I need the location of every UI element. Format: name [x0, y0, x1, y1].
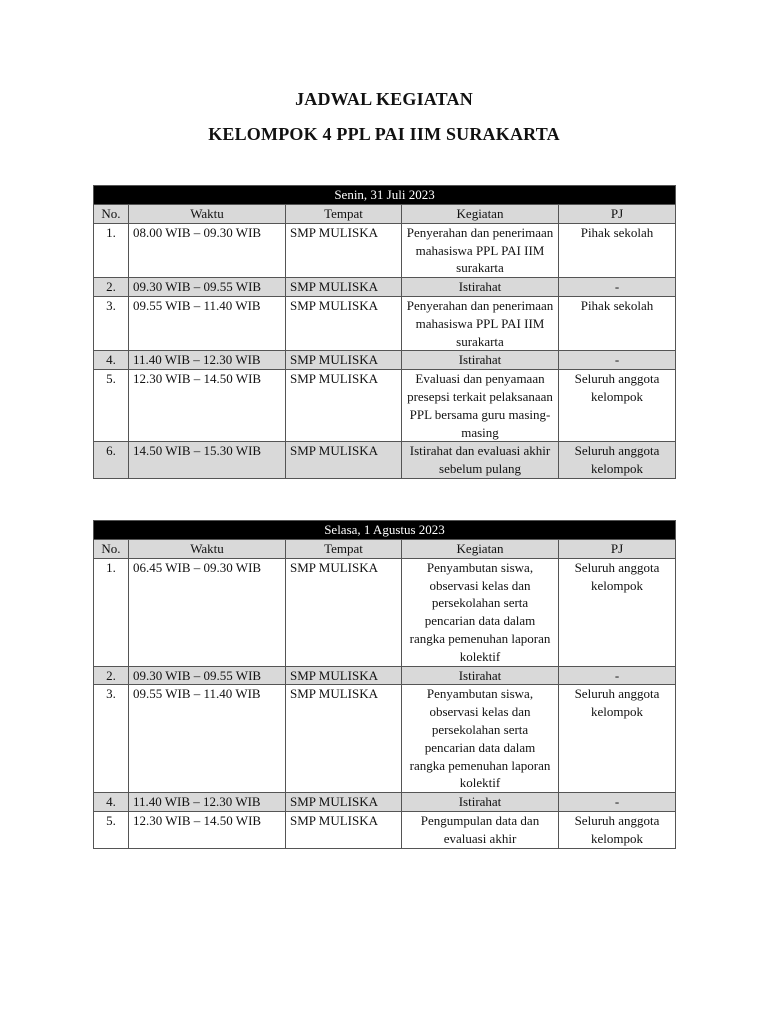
row-number: 3. — [94, 296, 129, 350]
table-row — [94, 685, 676, 793]
table-row — [94, 278, 676, 297]
row-number: 4. — [94, 793, 129, 812]
time-cell: 09.30 WIB – 09.55 WIB — [129, 278, 286, 297]
column-header: Tempat — [286, 205, 402, 224]
place-cell: SMP MULISKA — [286, 811, 402, 848]
place-cell: SMP MULISKA — [286, 666, 402, 685]
pic-cell: Seluruh anggota kelompok — [559, 442, 676, 479]
table-row — [94, 793, 676, 812]
time-cell: 06.45 WIB – 09.30 WIB — [129, 558, 286, 666]
activity-cell: Pengumpulan data dan evaluasi akhir — [402, 811, 559, 848]
place-cell: SMP MULISKA — [286, 685, 402, 793]
activity-cell: Istirahat — [402, 666, 559, 685]
table-row — [94, 370, 676, 442]
activity-cell: Istirahat — [402, 278, 559, 297]
column-header: Kegiatan — [402, 205, 559, 224]
activity-cell: Penyambutan siswa, observasi kelas dan persekolahan serta pencarian data dalam rangka pemenuhan laporan kolektif — [402, 685, 559, 793]
place-cell: SMP MULISKA — [286, 370, 402, 442]
column-header: Waktu — [129, 205, 286, 224]
day-header: Selasa, 1 Agustus 2023 — [94, 521, 676, 540]
day-header-row — [94, 521, 676, 540]
column-header: Waktu — [129, 540, 286, 559]
table-row — [94, 442, 676, 479]
time-cell: 12.30 WIB – 14.50 WIB — [129, 811, 286, 848]
time-cell: 12.30 WIB – 14.50 WIB — [129, 370, 286, 442]
time-cell: 11.40 WIB – 12.30 WIB — [129, 793, 286, 812]
table-row — [94, 296, 676, 350]
place-cell: SMP MULISKA — [286, 793, 402, 812]
column-header: No. — [94, 540, 129, 559]
time-cell: 09.55 WIB – 11.40 WIB — [129, 296, 286, 350]
place-cell: SMP MULISKA — [286, 296, 402, 350]
pic-cell: - — [559, 278, 676, 297]
table-row — [94, 223, 676, 277]
column-header: PJ — [559, 205, 676, 224]
schedule-table-day-1 — [93, 185, 676, 479]
column-header-row — [94, 540, 676, 559]
column-header: PJ — [559, 540, 676, 559]
row-number: 4. — [94, 351, 129, 370]
row-number: 1. — [94, 223, 129, 277]
page-title: JADWAL KEGIATAN — [295, 89, 473, 109]
pic-cell: - — [559, 351, 676, 370]
column-header-row — [94, 205, 676, 224]
place-cell: SMP MULISKA — [286, 223, 402, 277]
schedule-table-day-2 — [93, 520, 676, 849]
table-row — [94, 558, 676, 666]
table-row — [94, 666, 676, 685]
pic-cell: Seluruh anggota kelompok — [559, 811, 676, 848]
pic-cell: Pihak sekolah — [559, 296, 676, 350]
activity-cell: Evaluasi dan penyamaan presepsi terkait pelaksanaan PPL bersama guru masing-masing — [402, 370, 559, 442]
pic-cell: Seluruh anggota kelompok — [559, 685, 676, 793]
pic-cell: - — [559, 793, 676, 812]
activity-cell: Penyambutan siswa, observasi kelas dan persekolahan serta pencarian data dalam rangka pemenuhan laporan kolektif — [402, 558, 559, 666]
activity-cell: Penyerahan dan penerimaan mahasiswa PPL PAI IIM surakarta — [402, 296, 559, 350]
activity-cell: Istirahat — [402, 793, 559, 812]
column-header: Tempat — [286, 540, 402, 559]
place-cell: SMP MULISKA — [286, 278, 402, 297]
time-cell: 09.30 WIB – 09.55 WIB — [129, 666, 286, 685]
column-header: Kegiatan — [402, 540, 559, 559]
place-cell: SMP MULISKA — [286, 558, 402, 666]
time-cell: 09.55 WIB – 11.40 WIB — [129, 685, 286, 793]
pic-cell: Pihak sekolah — [559, 223, 676, 277]
row-number: 1. — [94, 558, 129, 666]
activity-cell: Istirahat — [402, 351, 559, 370]
time-cell: 08.00 WIB – 09.30 WIB — [129, 223, 286, 277]
row-number: 2. — [94, 666, 129, 685]
pic-cell: Seluruh anggota kelompok — [559, 370, 676, 442]
row-number: 6. — [94, 442, 129, 479]
activity-cell: Istirahat dan evaluasi akhir sebelum pulang — [402, 442, 559, 479]
row-number: 2. — [94, 278, 129, 297]
page-subtitle: KELOMPOK 4 PPL PAI IIM SURAKARTA — [208, 124, 560, 144]
row-number: 3. — [94, 685, 129, 793]
table-row — [94, 351, 676, 370]
row-number: 5. — [94, 811, 129, 848]
column-header: No. — [94, 205, 129, 224]
place-cell: SMP MULISKA — [286, 442, 402, 479]
day-header-row — [94, 186, 676, 205]
activity-cell: Penyerahan dan penerimaan mahasiswa PPL PAI IIM surakarta — [402, 223, 559, 277]
time-cell: 11.40 WIB – 12.30 WIB — [129, 351, 286, 370]
pic-cell: - — [559, 666, 676, 685]
time-cell: 14.50 WIB – 15.30 WIB — [129, 442, 286, 479]
place-cell: SMP MULISKA — [286, 351, 402, 370]
pic-cell: Seluruh anggota kelompok — [559, 558, 676, 666]
day-header: Senin, 31 Juli 2023 — [94, 186, 676, 205]
table-row — [94, 811, 676, 848]
row-number: 5. — [94, 370, 129, 442]
